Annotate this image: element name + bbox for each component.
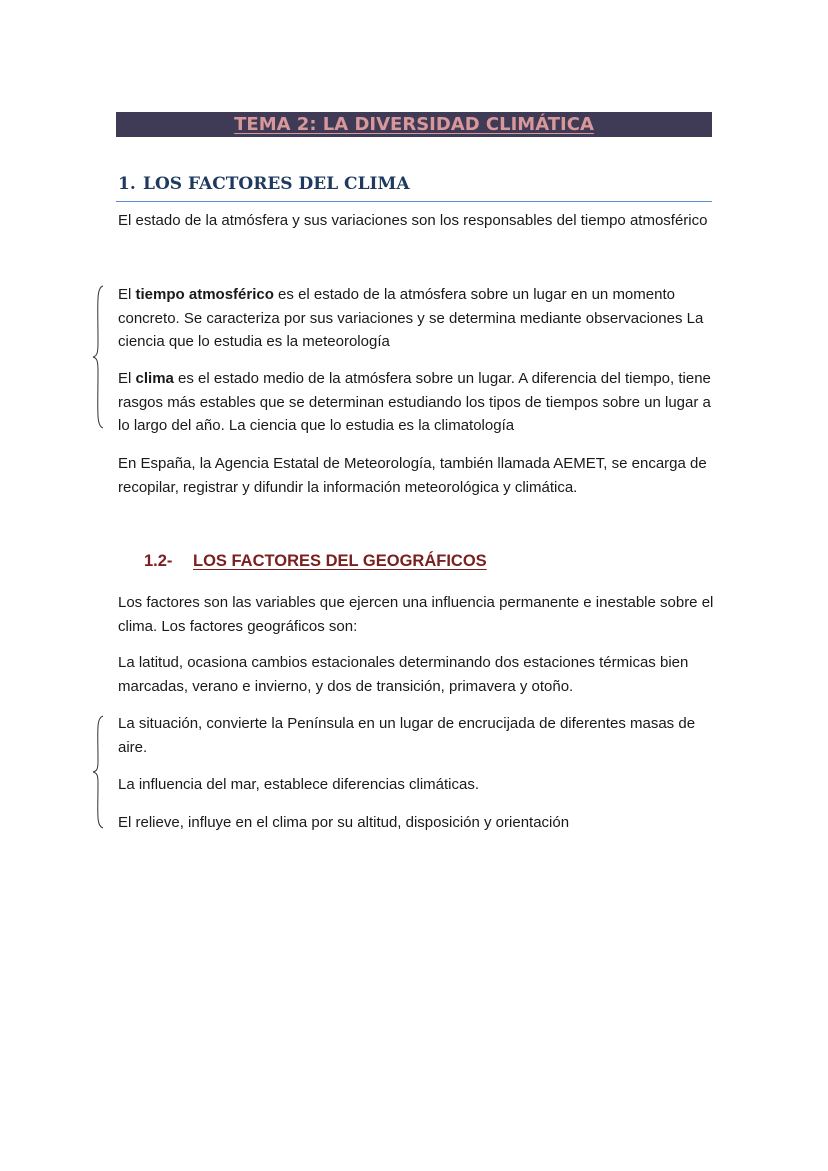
section-1-title: LOS FACTORES DEL CLIMA [143, 174, 410, 194]
aemet-paragraph: En España, la Agencia Estatal de Meteorología, también llamada AEMET, se encarga de recopilar, registrar y difundir la información meteorológica y climática. [118, 455, 707, 496]
section-1-2-heading [144, 552, 487, 571]
factors-intro-paragraph: Los factores son las variables que ejercen una influencia permanente e inestable sobre el clima. Los factores geográficos son: [118, 594, 714, 635]
tiempo-paragraph [118, 283, 718, 354]
section-1-heading [118, 174, 712, 194]
latitud-paragraph: La latitud, ocasiona cambios estacionales determinando dos estaciones térmicas bien marcadas, verano e invierno, y dos de transición, primavera y otoño. [118, 654, 689, 695]
clima-term: clima [135, 370, 174, 387]
clima-paragraph [118, 367, 718, 438]
clima-pre: El [118, 370, 136, 387]
left-curly-brace-1 [92, 283, 108, 431]
section-1-2-title: LOS FACTORES DEL GEOGRÁFICOS [193, 552, 487, 570]
tiempo-pre: El [118, 286, 136, 303]
tiempo-term: tiempo atmosférico [135, 286, 274, 303]
page-title: TEMA 2: LA DIVERSIDAD CLIMÁTICA [234, 114, 594, 135]
tiempo-text: es el estado de la atmósfera sobre un lugar en un momento concreto. Se caracteriza por sus variaciones y se determina mediante observaciones La ciencia que lo estudia es la meteorología [118, 286, 704, 350]
section-1-number: 1. [118, 174, 136, 194]
section-1-2-number: 1.2- [144, 552, 173, 570]
relieve-paragraph: El relieve, influye en el clima por su altitud, disposición y orientación [118, 814, 570, 831]
title-banner [116, 112, 712, 137]
mar-paragraph: La influencia del mar, establece diferencias climáticas. [118, 776, 480, 793]
situacion-paragraph: La situación, convierte la Península en un lugar de encrucijada de diferentes masas de aire. [118, 715, 696, 756]
left-curly-brace-2 [92, 713, 108, 831]
intro-paragraph: El estado de la atmósfera y sus variaciones son los responsables del tiempo atmosférico [118, 212, 708, 229]
clima-text: es el estado medio de la atmósfera sobre un lugar. A diferencia del tiempo, tiene rasgos más estables que se determinan estudiando los tipos de tiempos sobre un lugar a lo largo del año. La ciencia que lo estudia es la climatología [118, 370, 711, 434]
section-1-divider [116, 201, 712, 202]
